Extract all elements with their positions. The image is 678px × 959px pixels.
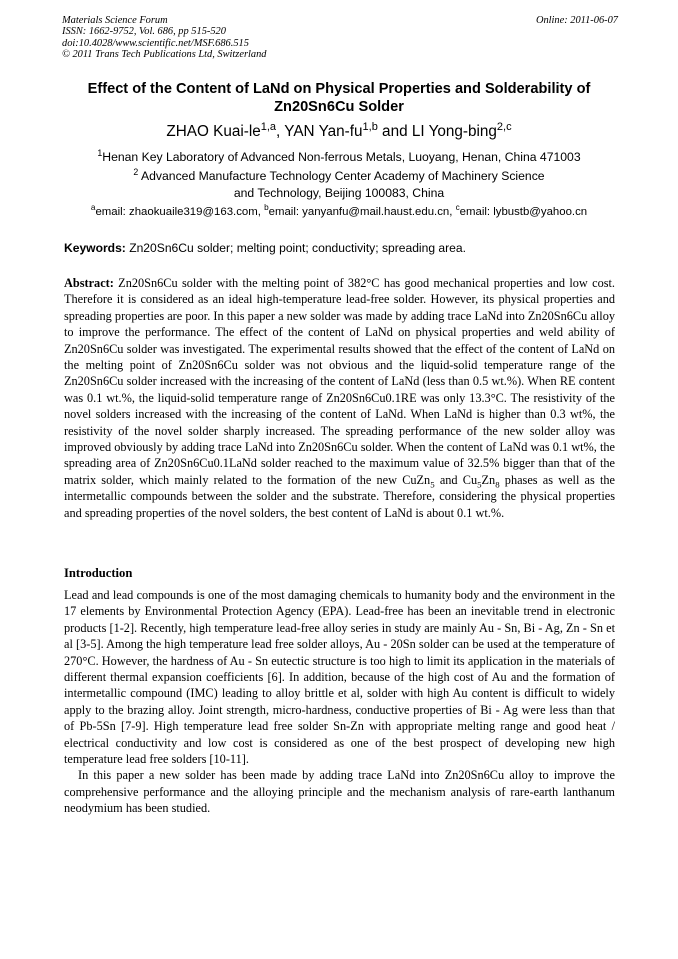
- author-name: ZHAO Kuai-le: [166, 123, 261, 140]
- email-c: email: lybustb@yahoo.cn: [459, 206, 588, 218]
- author-name: YAN Yan-fu: [284, 123, 363, 140]
- author-separator: and: [377, 123, 412, 140]
- paper-title: [40, 80, 638, 116]
- email-b: email: yanyanfu@mail.haust.edu.cn,: [268, 206, 456, 218]
- email-marker: b: [264, 203, 269, 213]
- email-marker: c: [455, 203, 460, 213]
- section-heading-introduction: Introduction: [64, 566, 133, 580]
- subscript: 5: [477, 479, 482, 490]
- paragraph: Lead and lead compounds is one of the most damaging chemicals to humanity body and the environment in the 17 elements by Environmental Protection Agency (EPA). Lead-free has been an inevitable trend in electronic products [1-2]. Recently, high temperature lead-free alloy series in study are mainly Au - Sn, Bi - Ag, Zn - Sn et al [3-5]. Among the high temperature lead free solder alloys, Au - 20Sn solder can be used at the temperature of 270°C. However, the hardness of Au - Sn eutectic structure is too high to limit its application in the materials of different thermal expansion coefficients [6]. In addition, because of the high cost of Au and the formation of intermetallic compound (IMC) leading to alloy brittle et al, solder with high Au content is difficult to widely apply to the brazing alloy. Joint strength, micro-hardness, conductive properties of Bi - Ag were less than that of Pb-5Sn [7-9]. High temperature lead free solder Sn-Zn with appropriate melting range and good heat / electrical conductivity and low cost is considered as one of the best prospect of developing new high temperature lead free solders [10-11].: [64, 588, 615, 767]
- keywords-text: Zn20Sn6Cu solder; melting point; conductivity; spreading area.: [125, 241, 466, 255]
- affiliation-2: [40, 168, 638, 202]
- affiliation-marker: 1: [97, 147, 103, 158]
- title-line-2: Zn20Sn6Cu Solder: [274, 99, 404, 115]
- subscript: 5: [430, 479, 435, 490]
- email-marker: a: [90, 203, 96, 213]
- abstract-text: Zn20Sn6Cu solder with the melting point of 382°C has good mechanical properties and low cost. Therefore it is considered as an ideal high-temperature lead-free solder. However, its physical properties and spreading properties are poor. In this paper a new solder was made by adding trace LaNd into Zn20Sn6Cu alloy to improve the performance. The effect of the content of LaNd on physical properties and weld ability of Zn20Sn6Cu solder was investigated. The experimental results showed that the effect of the content of LaNd on the melting point of Zn20Sn6Cu solder was not obvious and the liquid-solid temperature range of the Zn20Sn6Cu solder increased with the increasing of the content of LaNd (less than 0.5 wt.%). When RE content was 0.1 wt.%, the liquid-solid temperature range of Zn20Sn6Cu0.1RE was only 13.3°C. The resistivity of the novel solders increased with the increasing of the content of LaNd. When LaNd is higher than 0.3 wt%, the resistivity of the novel solder sharply increased. The spreading performance of the new solder alloy was improved obviously by adding trace LaNd into Zn20Sn6Cu solder. When the content of LaNd was 0.1 wt%, the spreading area of Zn20Sn6Cu0.1LaNd solder reached to the maximum value of 32.5% bigger than that of the matrix solder, which mainly related to the formation of the new CuZn: [64, 276, 615, 487]
- author-emails: [40, 205, 638, 220]
- title-line-1: Effect of the Content of LaNd on Physical Properties and Solderability of: [87, 81, 591, 97]
- online-date: Online: 2011-06-07: [535, 15, 618, 26]
- journal-name: Materials Science Forum: [62, 15, 168, 26]
- author-affiliation-marker: 1,b: [362, 120, 378, 133]
- abstract-text: Zn: [481, 472, 496, 487]
- author-affiliation-marker: 2,c: [496, 120, 512, 133]
- abstract: [64, 275, 615, 521]
- journal-issn: ISSN: 1662-9752, Vol. 686, pp 515-520: [62, 26, 226, 38]
- affiliation-text-line-2: and Technology, Beijing 100083, China: [233, 186, 445, 200]
- affiliation-text: Henan Key Laboratory of Advanced Non-ferrous Metals, Luoyang, Henan, China 471003: [102, 150, 581, 164]
- abstract-label: Abstract:: [64, 276, 114, 290]
- keywords-label: Keywords:: [64, 241, 126, 255]
- author-affiliation-marker: 1,a: [260, 120, 277, 133]
- affiliation-text: Advanced Manufacture Technology Center Academy of Machinery Science: [138, 169, 545, 183]
- author-name: LI Yong-bing: [411, 123, 497, 140]
- abstract-text: phases as well as the intermetallic compounds between the solder and the substrate. Therefore, considering the physical properties and spreading properties of the novel solders, the best content of LaNd is about 0.1 wt.%.: [64, 472, 615, 520]
- author-list: [40, 120, 638, 141]
- paragraph: In this paper a new solder has been made by adding trace LaNd into Zn20Sn6Cu alloy to improve the comprehensive performance and the alloying principle and the mechanism analysis of rare-earth lanthanum neodymium has been studied.: [64, 768, 615, 816]
- email-a: email: zhaokuaile319@163.com,: [95, 206, 265, 218]
- author-separator: ,: [276, 123, 285, 140]
- journal-doi: doi:10.4028/www.scientific.net/MSF.686.515: [62, 37, 249, 49]
- subscript: 8: [495, 479, 500, 490]
- journal-copyright: © 2011 Trans Tech Publications Ltd, Switzerland: [62, 48, 267, 60]
- keywords: [64, 240, 616, 256]
- abstract-text: and Cu: [434, 472, 478, 487]
- affiliation-marker: 2: [133, 166, 139, 177]
- journal-header: [62, 15, 618, 60]
- affiliation-1: [40, 149, 638, 166]
- introduction-body: [64, 587, 615, 817]
